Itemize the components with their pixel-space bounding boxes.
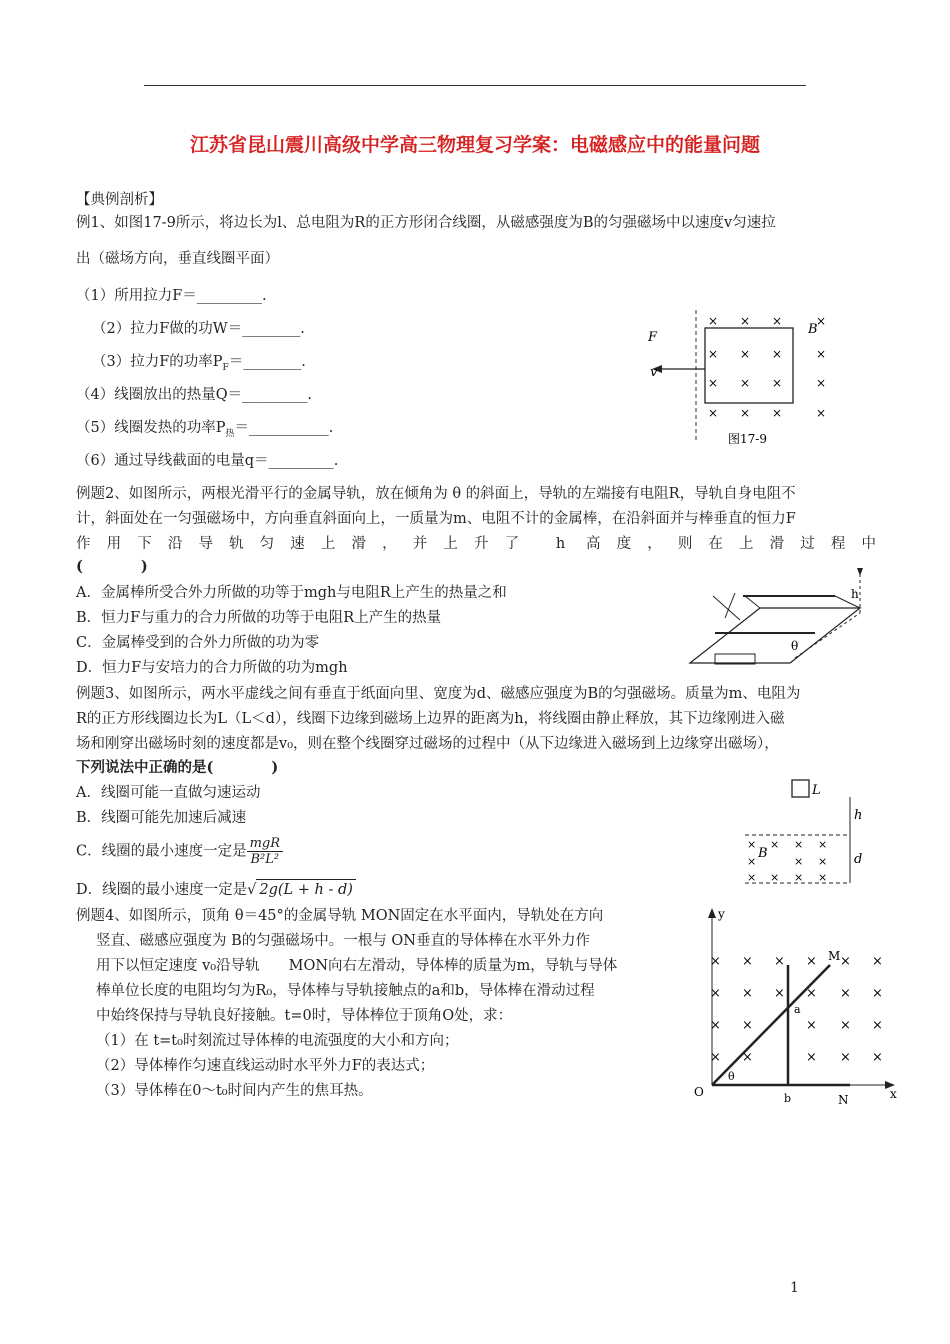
svg-text:×: × [816,347,827,361]
label-a: a [794,1003,801,1016]
svg-text:×: × [747,871,757,884]
figure-17-9 [640,305,850,455]
field-marks [747,838,827,884]
svg-text:×: × [872,1050,883,1065]
ex4-q1: （1）在 t=t₀时刻流过导体棒的电流强度的大小和方向； [96,1033,459,1049]
falling-coil-figure [740,775,870,893]
label-h: h [854,808,863,823]
ex1-q2: （2）拉力F做的功W＝________. [92,321,305,337]
svg-text:×: × [872,1018,883,1033]
svg-text:×: × [740,406,751,420]
svg-text:×: × [816,314,827,328]
label-theta: θ [728,1070,735,1083]
ex4-line1: 例题4、如图所示，顶角 θ＝45°的金属导轨 MON固定在水平面内，导轨处在方向 [76,908,604,924]
ex2-line2: 计，斜面处在一匀强磁场中，方向垂直斜面向上，一质量为m、电阻不计的金属棒，在沿斜面并与棒垂直的恒力F [76,511,796,527]
ex1-q6: （6）通过导线截面的电量q＝_________. [76,453,339,469]
svg-text:×: × [840,1018,851,1033]
ex1-q4: （4）线圈放出的热量Q＝_________. [76,387,312,403]
section-heading: 【典例剖析】 [76,192,163,208]
svg-text:×: × [710,1018,721,1033]
svg-text:×: × [710,1050,721,1065]
figure-caption: 图17-9 [728,432,767,446]
ex2-option-d: D．恒力F与安培力的合力所做的功为mgh [76,660,348,676]
label-F: F [648,330,658,345]
svg-text:×: × [708,406,719,420]
svg-text:×: × [818,838,828,851]
svg-text:×: × [806,986,817,1001]
ex3-line2: R的正方形线圈边长为L（L＜d），线圈下边缘到磁场上边界的距离为h，将线圈由静止释放，其下边缘刚进入磁 [76,711,785,727]
label-d: d [854,852,863,867]
ex4-q3: （3）导体棒在0～t₀时间内产生的焦耳热。 [96,1083,373,1099]
svg-text:×: × [740,314,751,328]
svg-text:×: × [806,1018,817,1033]
svg-text:×: × [774,954,785,969]
ex3-option-b: B．线圈可能先加速后减速 [76,810,247,826]
label-O: O [694,1085,704,1099]
svg-text:×: × [816,376,827,390]
svg-text:×: × [840,954,851,969]
ex4-line4: 棒单位长度的电阻均匀为R₀，导体棒与导轨接触点的a和b，导体棒在滑动过程 [96,983,595,999]
ex2-line1: 例题2、如图所示，两根光滑平行的金属导轨，放在倾角为 θ 的斜面上，导轨的左端接有电阻R，导轨自身电阻不 [76,486,796,502]
ex2-option-b: B．恒力F与重力的合力所做的功等于电阻R上产生的热量 [76,610,442,626]
ex1-q1: （1）所用拉力F＝_________. [76,288,267,304]
svg-text:×: × [772,314,783,328]
page-title: 江苏省昆山震川高级中学高三物理复习学案：电磁感应中的能量问题 [189,134,760,156]
ex1-line2: 出（磁场方向，垂直线圈平面） [76,251,279,267]
label-h: h [851,587,859,601]
svg-text:×: × [710,954,721,969]
svg-text:×: × [872,986,883,1001]
svg-text:×: × [840,986,851,1001]
svg-text:×: × [840,1050,851,1065]
incline-figure [685,558,875,670]
ex3-option-a: A．线圈可能一直做匀速运动 [76,785,261,801]
ex1-line1: 例1、如图17-9所示，将边长为l、总电阻为R的正方形闭合线圈，从磁感强度为B的匀强磁场中以速度v匀速拉 [76,215,776,231]
header-rule [144,85,806,86]
ex4-line5: 中始终保持与导轨良好接触。t=0时，导体棒位于顶角O处，求： [96,1008,513,1024]
svg-text:×: × [772,376,783,390]
coil [792,780,809,797]
label-L: L [812,783,821,798]
svg-text:×: × [818,855,828,868]
svg-text:×: × [772,347,783,361]
svg-text:×: × [770,871,780,884]
svg-text:×: × [740,376,751,390]
svg-text:×: × [806,954,817,969]
label-theta: θ [791,639,799,653]
svg-text:×: × [747,838,757,851]
svg-text:×: × [742,1018,753,1033]
ex4-q2: （2）导体棒作匀速直线运动时水平外力F的表达式； [96,1058,435,1074]
label-v: v [650,365,658,380]
label-N: N [838,1093,849,1107]
svg-text:×: × [794,855,804,868]
svg-text:×: × [742,986,753,1001]
page-number: 1 [790,1280,799,1296]
svg-text:×: × [708,376,719,390]
label-B: B [808,322,818,337]
svg-text:×: × [708,347,719,361]
svg-text:×: × [742,1050,753,1065]
rail-left [745,596,760,608]
ex2-answer-bracket: ( ) [76,558,148,575]
svg-text:×: × [774,986,785,1001]
svg-text:×: × [872,954,883,969]
svg-text:×: × [710,986,721,1001]
ex3-line4: 下列说法中正确的是( ) [76,759,279,776]
ex2-option-a: A．金属棒所受合外力所做的功等于mgh与电阻R上产生的热量之和 [76,585,507,601]
square-coil [705,328,793,403]
ex4-line2: 竖直、磁感应强度为 B的匀强磁场中。一根与 ON垂直的导体棒在水平外力作 [96,933,590,949]
svg-text:×: × [770,838,780,851]
svg-text:×: × [816,406,827,420]
svg-text:×: × [742,954,753,969]
label-x: x [890,1087,897,1101]
cross-a [713,596,740,620]
ex3-line1: 例题3、如图所示，两水平虚线之间有垂直于纸面向里、宽度为d、磁感应强度为B的匀强磁场。质量为m、电阻为 [76,686,801,702]
label-B: B [758,846,768,861]
label-b: b [784,1092,792,1105]
ex3-option-c: C．线圈的最小速度一定是 $\frac{\text{mgR}}{\text{B²L²}}$ [76,836,283,867]
svg-text:×: × [740,347,751,361]
svg-text:×: × [806,1050,817,1065]
ex1-q3: （3）拉力F的功率$P_F=\_\_\_\_\_\_\_\_$. [92,354,306,373]
ex1-q5: （5）线圈发热的功率$P_热=\_\_\_\_\_\_\_\_\_\_\_$. [76,420,334,439]
svg-text:×: × [708,314,719,328]
label-y: y [718,907,725,921]
ex3-option-d: D．线圈的最小速度一定是√ 2g(L + h - d) [76,879,356,900]
ex2-line3: 作用下沿导轨匀速上滑，并上升了 h 高度，则在上滑过程中 [76,536,876,552]
mon-rail-figure [690,900,905,1110]
fraction: $\frac{\text{mgR}}{\text{B²L²}}$ [247,836,283,867]
svg-text:×: × [794,871,804,884]
svg-text:×: × [818,871,828,884]
ex4-line3: 用下以恒定速度 v₀沿导轨 MON向右左滑动，导体棒的质量为m，导轨与导体 [96,958,618,974]
svg-text:×: × [747,855,757,868]
height-arrow [857,568,863,576]
label-M: M [828,949,841,963]
ex3-line3: 场和刚穿出磁场时刻的速度都是v₀，则在整个线圈穿过磁场的过程中（从下边缘进入磁场到上边缘穿出磁场）， [76,736,779,752]
svg-text:×: × [794,838,804,851]
svg-text:×: × [772,406,783,420]
ex2-option-c: C．金属棒受到的合外力所做的功为零 [76,635,320,651]
